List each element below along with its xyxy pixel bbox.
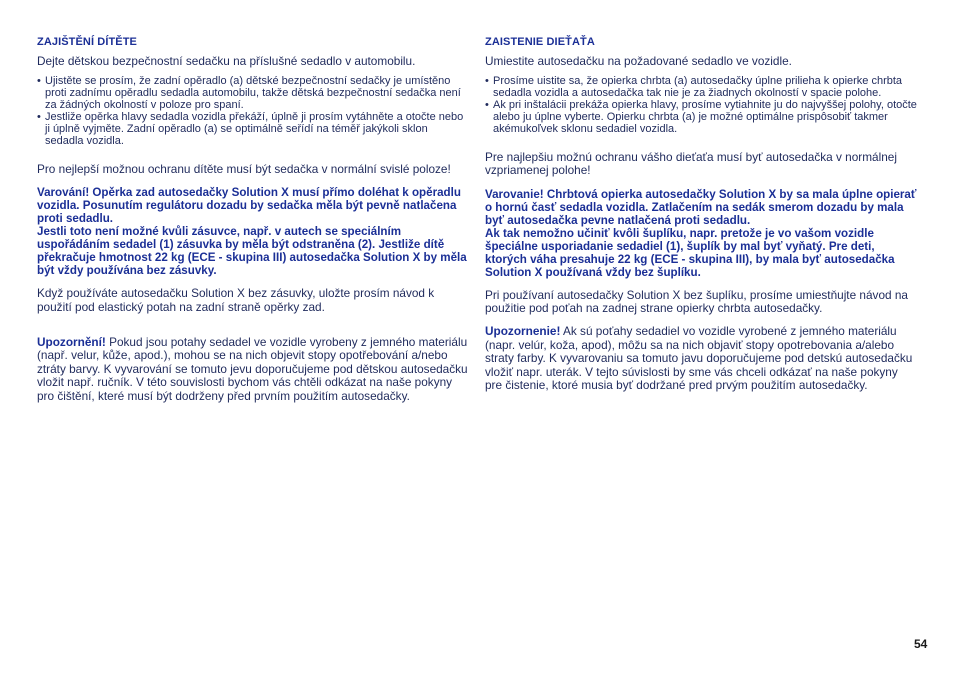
instruction-list (485, 75, 917, 135)
intro-text: Dejte dětskou bezpečnostní sedačku na příslušné sedadlo v automobilu. (37, 54, 416, 69)
list-item: • Ak pri inštalácii prekáža opierka hlavy, prosíme vytiahnite ju do najvyššej polohy, otočte alebo ju úplne vyberte. Opierku chrbta (a) je možné optimálne prispôsobiť takmer akémukoľvek sklonu sedadiel vozidla. (485, 99, 917, 135)
warning-text: Varovanie! Chrbtová opierka autosedačky Solution X by sa mala úplne opierať o hornú časť sedadla vozidla. Zatlačením na sedák smerom dozadu by mala byť autosedačka pevne natlačená proti sedadlu. (485, 187, 917, 227)
warning-drawer-text: Ak tak nemožno učiniť kvôli šuplíku, napr. pretože je vo vašom vozidle špeciálne usporiadanie sedadiel (1), šuplík by mal byť vyňatý. Pre deti, ktorých váha presahuje 22 kg (ECE - skupina III), by mala byť autosedačka Solution X používaná vždy bez šuplíku. (485, 226, 895, 279)
list-item: • Ujistěte se prosím, že zadní opěradlo (a) dětské bezpečnostní sedačky je umístěno proti zadnímu opěradlu sedadla automobilu, takže dětská bezpečnostní sedačka není za žádných okolností v poloze pro spaní. (37, 75, 469, 111)
warning-text: Varování! Opěrka zad autosedačky Solution X musí přímo doléhat k opěradlu vozidla. Posunutím regulátoru dozadu by sedačka měla být pevně natlačena proti sedadlu. (37, 186, 461, 226)
section-heading: ZAISTENIE DIEŤAŤA (485, 36, 595, 48)
without-drawer-text: Pri používaní autosedačky Solution X bez šuplíku, prosíme umiestňujte návod na použitie pod poťah na zadnej strane opierky chrbta autosedačky. (485, 287, 908, 316)
intro-text: Umiestite autosedačku na požadované sedadlo ve vozidle. (485, 54, 792, 69)
caution-text: Ak sú poťahy sedadiel vo vozidle vyrobené z jemného materiálu (napr. velúr, koža, apod), môžu sa na nich objaviť stopy opotrebovania a/alebo straty farby. K vyvarovaniu sa tomuto javu doporučujeme pod detskú autosedačku vložiť napr. uterák. V tejto súvislosti by sme vás chceli odkázať na naše pokyny pre čistenie, ktoré musia byť dodržané pred prvým použitím autosedačky. (485, 324, 913, 393)
without-drawer-text: Když používáte autosedačku Solution X bez zásuvky, uložte prosím návod k použití pod elastický potah na zadní straně opěrky zad. (37, 286, 435, 314)
instruction-list (37, 75, 469, 147)
czech-column (37, 36, 469, 403)
page-number: 54 (914, 637, 928, 651)
list-item: • Prosíme uistite sa, že opierka chrbta (a) autosedačky úplne prilieha k opierke chrbta sedadla vozidla a autosedačka tak nie je za žiadnych okolností v spacie polohe. (485, 75, 917, 99)
section-heading: ZAJIŠTĚNÍ DÍTĚTE (37, 36, 137, 48)
list-item: • Jestliže opěrka hlavy sedadla vozidla překáží, úplně ji prosím vytáhněte a otočte nebo ji úplně vyjměte. Zadní opěradlo (a) se optimálně seřídí na téměř jakýkoli sklon sedadla vozidla. (37, 111, 469, 147)
warning-drawer-text: Jestli toto není možné kvůli zásuvce, např. v autech se speciálním uspořádáním sedadel (1) zásuvka by měla být odstraněna (2). Jestliže dítě překračuje hmotnost 22 kg (ECE - skupina III) autosedačka Solution X by měla být vždy používána bez zásuvky. (37, 225, 467, 278)
upright-note: Pro nejlepší možnou ochranu dítěte musí být sedačka v normální svislé poloze! (37, 161, 451, 176)
caution-label: Upozornenie! (485, 324, 561, 339)
caution-text: Pokud jsou potahy sedadel ve vozidle vyrobeny z jemného materiálu (např. velur, kůže, apod.), mohou se na nich objevit stopy opotřebování a/nebo ztráty barvy. K vyvarování se tomuto jevu doporučujeme pod dětskou autosedačku vložit např. ručník. V této souvislosti bychom vás chtěli odkázat na naše pokyny pro čištění, které musí být dodrženy před prvním použitím autosedačky. (37, 335, 468, 403)
caution-label: Upozornění! (37, 335, 106, 350)
caution-paragraph (485, 325, 917, 392)
caution-paragraph (37, 336, 469, 403)
slovak-column (485, 36, 917, 392)
upright-note: Pre najlepšiu možnú ochranu vášho dieťaťa musí byť autosedačka v normálnej vzpriamenej polohe! (485, 149, 897, 178)
